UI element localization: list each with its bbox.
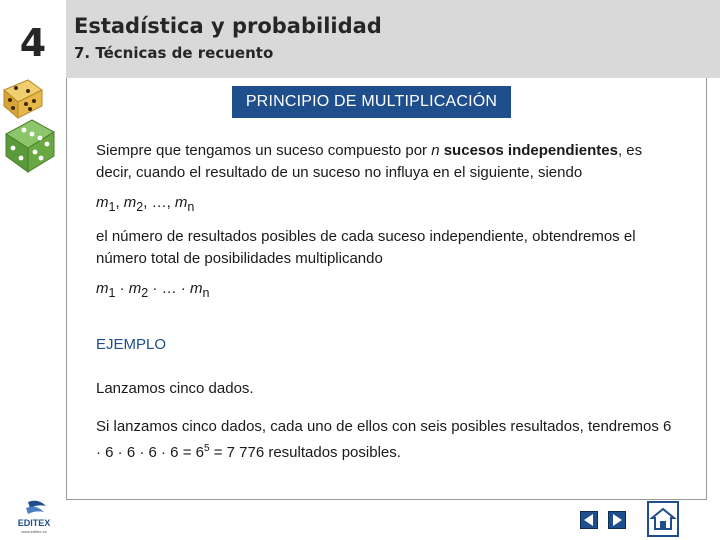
- solution-text-a: Si lanzamos cinco dados, cada uno de ellos con seis posibles resultados, tendremos 6 · 6 · 6 · 6 · 6 = 6: [96, 418, 672, 461]
- editex-logo: [8, 500, 60, 536]
- sub-n: n: [202, 286, 210, 300]
- explanation-paragraph: el número de resultados posibles de cada suceso independiente, obtendremos el número total de posibilidades multiplicando: [96, 228, 636, 267]
- solution-text-b: = 7 776 resultados posibles.: [209, 444, 401, 461]
- product-formula: [96, 278, 676, 304]
- header-bar: [0, 0, 720, 78]
- chapter-number: 4: [0, 0, 66, 78]
- example-solution: [96, 416, 676, 464]
- sub-1: 1: [108, 286, 116, 300]
- sub-2: 2: [141, 286, 149, 300]
- section-title: PRINCIPIO DE MULTIPLICACIÓN: [232, 86, 511, 118]
- var-m: m: [128, 280, 142, 297]
- var-m: m: [123, 194, 137, 211]
- variable-n: n: [431, 142, 440, 159]
- dot: ·: [148, 280, 162, 297]
- sep: ,: [115, 194, 124, 211]
- exponent: 5: [203, 443, 210, 454]
- principle-paragraph: [96, 140, 676, 184]
- prev-button[interactable]: [580, 511, 598, 529]
- svg-text:www.editex.es: www.editex.es: [21, 529, 47, 534]
- ellipsis: …: [161, 280, 177, 297]
- dot: ·: [115, 280, 129, 297]
- var-m: m: [96, 280, 109, 297]
- next-button[interactable]: [608, 511, 626, 529]
- example-label: EJEMPLO: [96, 336, 167, 353]
- page-subtitle: 7. Técnicas de recuento: [74, 44, 274, 62]
- var-m: m: [189, 280, 203, 297]
- dot: ·: [176, 280, 190, 297]
- var-m: m: [96, 194, 109, 211]
- content-body: [96, 140, 676, 464]
- svg-text:EDITEX: EDITEX: [17, 518, 51, 528]
- home-button[interactable]: [647, 501, 679, 537]
- ellipsis: , …,: [143, 194, 175, 211]
- example-statement: Lanzamos cinco dados.: [96, 380, 254, 397]
- sub-n: n: [187, 200, 195, 214]
- sub-1: 1: [108, 200, 116, 214]
- principle-text-b: , es decir, cuando el resultado de un suceso no influya en el siguiente, siendo: [96, 142, 643, 181]
- home-icon: [649, 503, 677, 535]
- prev-arrow-icon: [581, 512, 597, 528]
- principle-text-a: Siempre que tengamos un suceso compuesto por: [96, 142, 432, 159]
- var-m: m: [174, 194, 188, 211]
- sequence-formula: [96, 192, 676, 218]
- independent-events-bold: sucesos independientes: [443, 142, 618, 159]
- next-arrow-icon: [609, 512, 625, 528]
- green-dice-icon: [2, 114, 64, 176]
- sidebar: [0, 78, 66, 540]
- sub-2: 2: [136, 200, 144, 214]
- page-title: Estadística y probabilidad: [74, 14, 382, 38]
